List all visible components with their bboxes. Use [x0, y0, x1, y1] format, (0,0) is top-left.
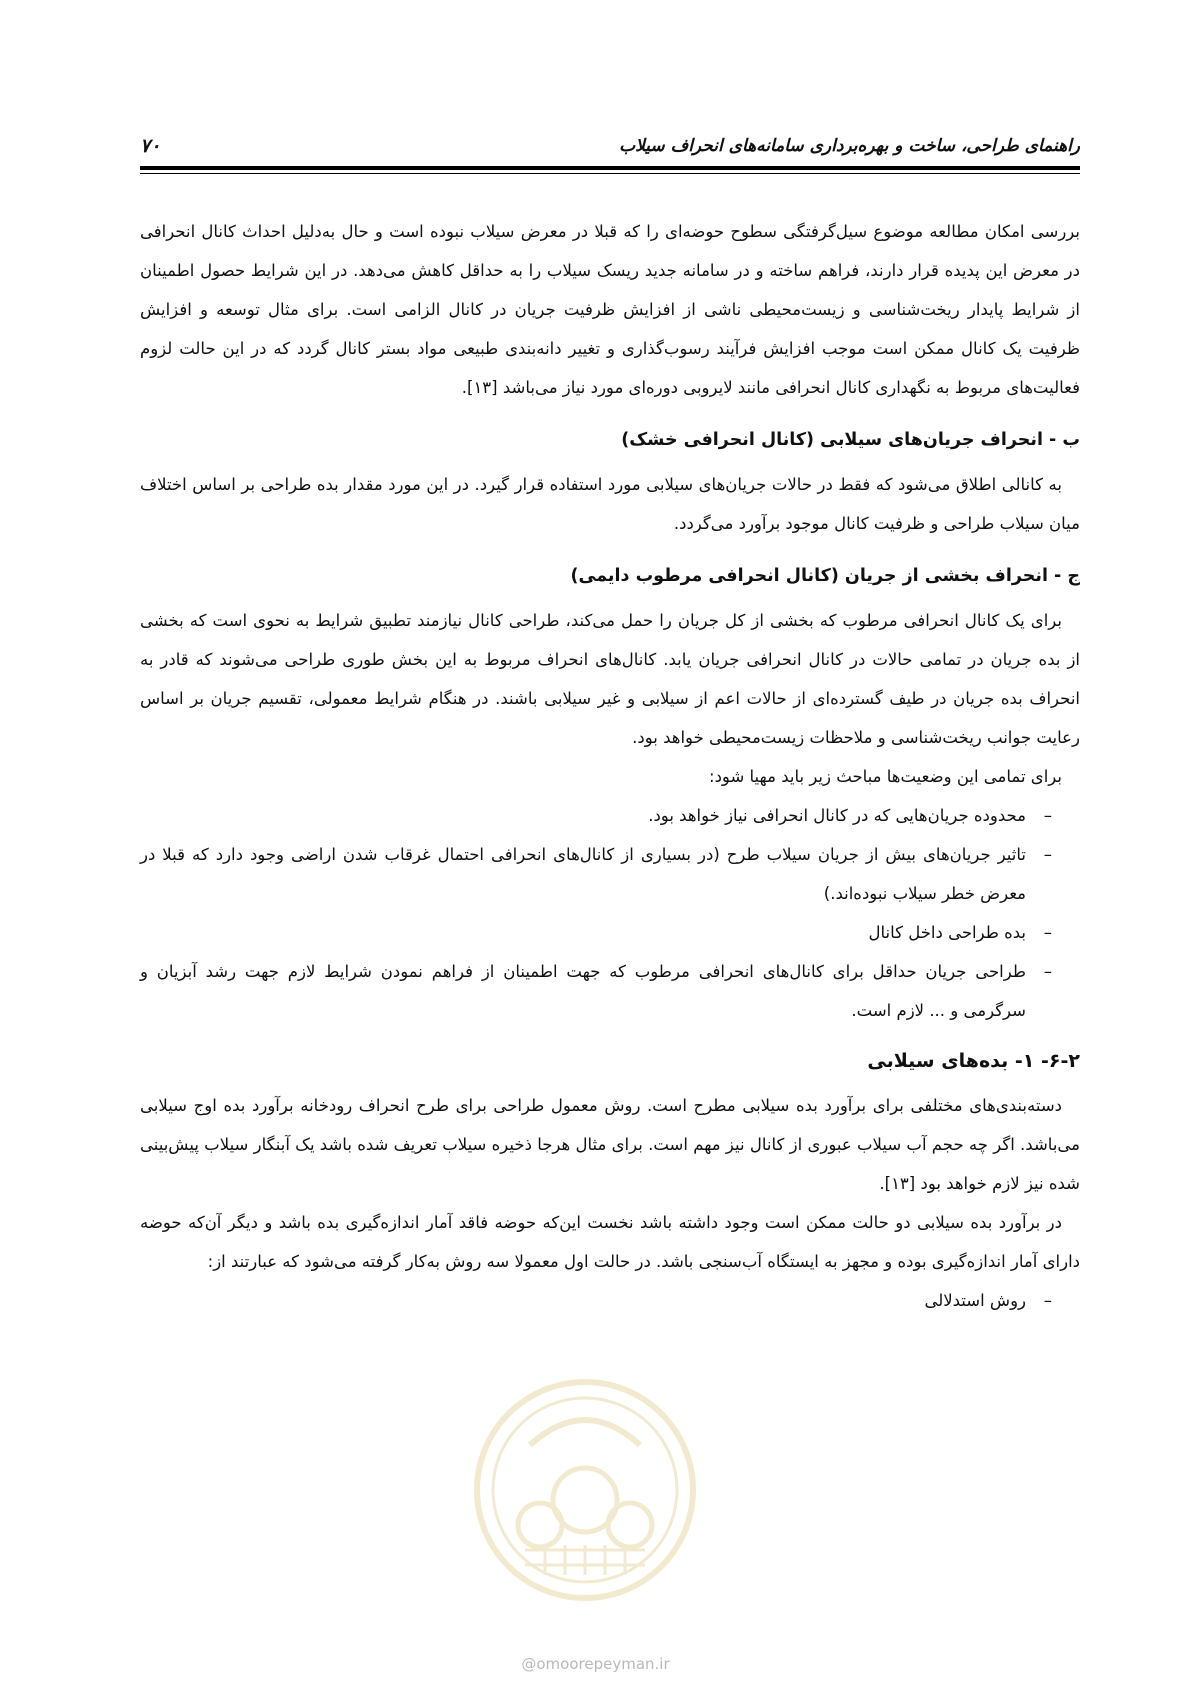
paragraph-4: برای تمامی این وضعیت‌ها مباحث زیر باید مهیا شود:	[709, 767, 1062, 786]
heading-b: ب - انحراف جریان‌های سیلابی (کانال انحرافی خشک)	[621, 430, 1080, 450]
page-number: ۷۰	[140, 135, 161, 157]
watermark-site: @omoorepeyman.ir	[521, 1655, 670, 1673]
heading-c: ج - انحراف بخشی از جریان (کانال انحرافی مرطوب دایمی)	[570, 566, 1080, 586]
list-item: – تاثیر جریان‌های بیش از جریان سیلاب طرح (در بسیاری از کانال‌های انحرافی احتمال غرقاب شدن اراضی وجود دارد که قبلا در معرض خطر سیلاب نبوده‌اند.)	[140, 835, 1052, 913]
running-title: راهنمای طراحی، ساخت و بهره‌برداری سامانه‌های انحراف سیلاب	[619, 136, 1080, 156]
page-header	[140, 128, 1080, 164]
list-item: – محدوده جریان‌هایی که در کانال انحرافی نیاز خواهد بود.	[140, 796, 1052, 835]
list-item: – روش استدلالی	[140, 1281, 1052, 1320]
at-icon: @	[521, 1655, 537, 1673]
paragraph-1: بررسی امکان مطالعه موضوع سیل‌گرفتگی سطوح حوضه‌ای را که قبلا در معرض سیلاب نبوده است و حال به‌دلیل احداث کانال انحرافی در معرض این پدیده قرار دارند، فراهم ساخته و در سامانه جدید ریسک سیلاب را به حداقل کاهش می‌دهد. در این شرایط حصول اطمینان از شرایط پایدار ریخت‌شناسی و زیست‌محیطی ناشی از افزایش ظرفیت جریان در کانال الزامی است. برای مثال توسعه و افزایش ظرفیت یک کانال ممکن است موجب افزایش فرآیند رسوب‌گذاری و تغییر دانه‌بندی طبیعی مواد بستر کانال گردد که در این حالت لزوم فعالیت‌های مربوط به نگهداری کانال انحرافی مانند لایروبی دوره‌ای مورد نیاز می‌باشد [۱۳].	[140, 222, 1080, 397]
requirements-list	[140, 796, 1080, 1030]
paragraph-6: در برآورد بده سیلابی دو حالت ممکن است وجود داشته باشد نخست این‌که حوضه فاقد آمار اندازه‌گیری بده باشد و دیگر آن‌که حوضه دارای آمار اندازه‌گیری بوده و مجهز به ایستگاه آب‌سنجی باشد. در حالت اول معمولا سه روش به‌کار گرفته می‌شود که عبارتند از:	[140, 1213, 1080, 1271]
list-item: – بده طراحی داخل کانال	[140, 913, 1052, 952]
watermark-seal-icon	[470, 1375, 700, 1605]
heading-6-2-1: ۶-۲- ۱- بده‌های سیلابی	[867, 1050, 1080, 1072]
paragraph-2: به کانالی اطلاق می‌شود که فقط در حالات جریان‌های سیلابی مورد استفاده قرار گیرد. در این مورد مقدار بده طراحی بر اساس اختلاف میان سیلاب طراحی و ظرفیت کانال موجود برآورد می‌گردد.	[140, 475, 1080, 533]
list-item: – طراحی جریان حداقل برای کانال‌های انحرافی مرطوب که جهت اطمینان از فراهم نمودن شرایط لازم جهت رشد آبزیان و سرگرمی و ... لازم است.	[140, 952, 1052, 1030]
body-text	[140, 212, 1080, 1320]
header-rule-thick	[140, 166, 1080, 170]
header-rule-thin	[140, 173, 1080, 174]
paragraph-3: برای یک کانال انحرافی مرطوب که بخشی از کل جریان را حمل می‌کند، طراحی کانال نیازمند تطبیق شرایط به نحوی است که بخشی از بده جریان در تمامی حالات در کانال انحرافی جریان یابد. کانال‌های انحراف مربوط به این بخش طوری طراحی می‌شوند که قادر به انحراف بده جریان در طیف گسترده‌ای از حالات اعم از سیلابی و غیر سیلابی باشند. در هنگام شرایط معمولی، تقسیم جریان بر اساس رعایت جوانب ریخت‌شناسی و ملاحظات زیست‌محیطی خواهد بود.	[140, 611, 1080, 747]
paragraph-5: دسته‌بندی‌های مختلفی برای برآورد بده سیلابی مطرح است. روش معمول طراحی برای طرح انحراف رودخانه برآورد بده اوج سیلابی می‌باشد. اگر چه حجم آب سیلاب عبوری از کانال نیز مهم است. برای مثال هرجا ذخیره سیلاب تعریف شده باشد یک آبنگار سیلاب پیش‌بینی شده نیز لازم خواهد بود [۱۳].	[140, 1096, 1080, 1193]
methods-list	[140, 1281, 1080, 1320]
